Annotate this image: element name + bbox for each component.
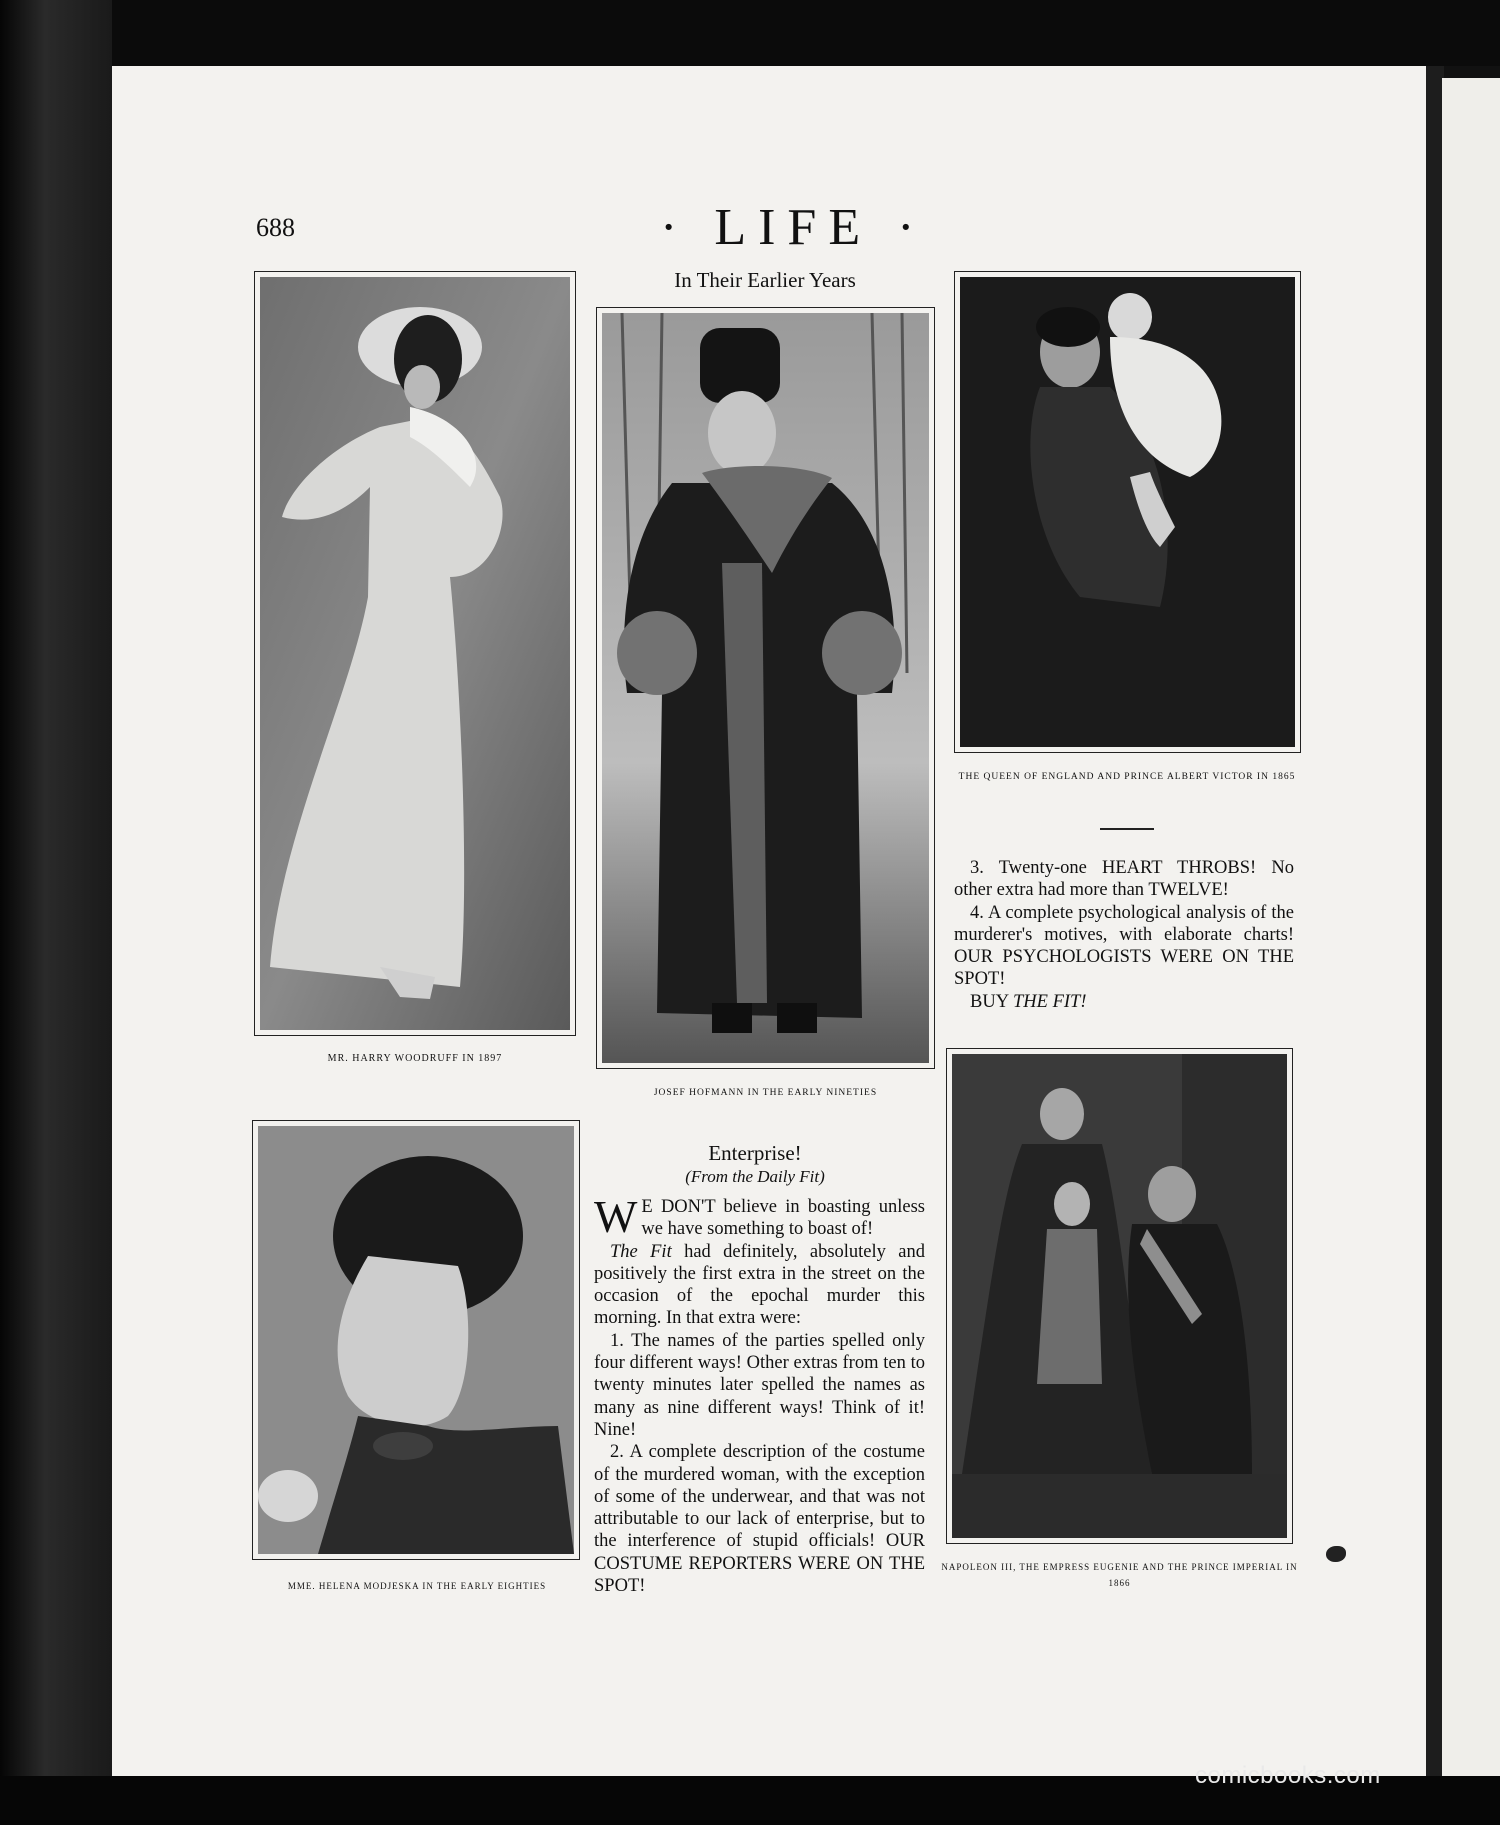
photo-napoleon	[952, 1054, 1287, 1538]
photo-frame-woodruff	[254, 271, 576, 1036]
article-title: Enterprise!	[708, 1141, 802, 1165]
caption-queen: THE QUEEN OF ENGLAND AND PRINCE ALBERT VICTOR IN 1865	[958, 772, 1296, 782]
article-paragraph-1	[594, 1241, 925, 1330]
article-dropcap: W	[594, 1191, 638, 1242]
caption-napoleon: NAPOLEON III, THE EMPRESS EUGENIE AND THE PRINCE IMPERIAL IN 1866	[941, 1562, 1298, 1588]
article-closing-italic: THE FIT!	[1013, 991, 1087, 1012]
caption-modjeska: MME. HELENA MODJESKA IN THE EARLY EIGHTIES	[287, 1581, 547, 1591]
photo-woodruff	[260, 277, 570, 1030]
feature-title: In Their Earlier Years	[674, 268, 856, 292]
article-item-2: 2. A complete description of the costume of the murdered woman, with the exception of some of the underwear, and that was not attributable to our lack of enterprise, but to the interference of stupid officials! OUR COSTUME REPORTERS WERE ON THE SPOT!	[594, 1442, 925, 1597]
photo-queen	[960, 277, 1295, 747]
article-item-4: 4. A complete psychological analysis of the murderer's motives, with elaborate charts! OUR PSYCHOLOGISTS WERE ON THE SPOT!	[954, 902, 1294, 990]
article-item-3: 3. Twenty-one HEART THROBS! No other extra had more than TWELVE!	[954, 858, 1294, 901]
article-paragraph-1-text: had definitely, absolutely and positively the first extra in the street on the occasion of the epochal murder this morning. In that extra were:	[594, 1241, 925, 1329]
masthead: · LIFE ·	[660, 199, 927, 256]
scan-border-left	[0, 0, 112, 1825]
article-body	[594, 1191, 925, 1597]
caption-woodruff: MR. HARRY WOODRUFF IN 1897	[327, 1053, 503, 1064]
section-rule	[1100, 828, 1154, 830]
photo-hofmann	[602, 313, 929, 1063]
article-lead-paragraph	[594, 1191, 925, 1242]
ink-blot	[1326, 1546, 1346, 1562]
source-watermark: comicbooks.com	[1195, 1762, 1381, 1789]
photo-frame-queen	[954, 271, 1301, 753]
photo-frame-napoleon	[946, 1048, 1293, 1544]
photo-modjeska	[258, 1126, 574, 1554]
photo-frame-modjeska	[252, 1120, 580, 1560]
caption-hofmann: JOSEF HOFMANN IN THE EARLY NINETIES	[653, 1088, 878, 1098]
photo-frame-hofmann	[596, 307, 935, 1069]
article-closing-prefix: BUY	[970, 991, 1013, 1012]
article-item-1: 1. The names of the parties spelled only four different ways! Other extras from ten to twenty minutes later spelled the names as many as nine different ways! Think of it! Nine!	[594, 1330, 925, 1440]
article-continuation	[954, 857, 1294, 1013]
facing-page-edge	[1442, 78, 1500, 1778]
scan-border-top	[0, 0, 1500, 66]
article-lead: E DON'T believe in boasting unless we have something to boast of!	[641, 1197, 925, 1240]
article-paper-name: The Fit	[610, 1241, 672, 1262]
article-closing	[954, 991, 1294, 1013]
article-source: (From the Daily Fit)	[685, 1167, 825, 1186]
page-number: 688	[256, 213, 295, 242]
